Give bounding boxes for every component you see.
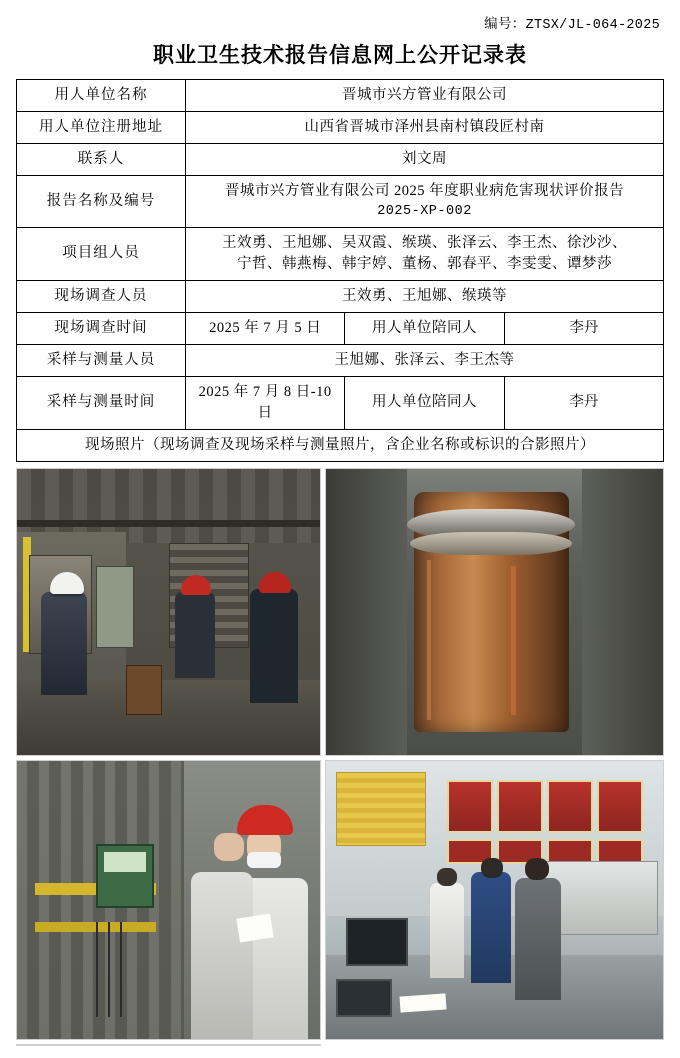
row-label-company-name: 用人单位名称	[17, 80, 186, 112]
monitor-icon-1	[346, 918, 408, 966]
wooden-chair	[126, 665, 162, 715]
row-value-registered-address: 山西省晋城市泽州县南村镇段匠村南	[186, 112, 664, 144]
row-value-sampling-time: 2025 年 7 月 8 日-10 日	[186, 376, 345, 429]
worker-red-helmet-body-1	[175, 592, 215, 678]
rust-streak-1	[427, 560, 431, 720]
person-gray-uniform	[515, 878, 561, 1000]
measuring-instrument	[96, 844, 154, 908]
tripod-legs	[108, 922, 110, 1017]
row-label-sampling-time: 采样与测量时间	[17, 376, 186, 429]
row-value-company-name: 晋城市兴方管业有限公司	[186, 80, 664, 112]
ceiling-beam	[17, 520, 320, 527]
table-row	[17, 376, 664, 429]
project-team-line-2: 宁哲、韩燕梅、韩宇婷、董杨、郭春平、李雯雯、谭梦莎	[237, 255, 612, 272]
monitor-icon-2	[336, 979, 392, 1017]
table-row	[17, 80, 664, 112]
photo-field-measurement	[16, 760, 321, 1040]
page-title: 职业卫生技术报告信息网上公开记录表	[153, 43, 527, 67]
paper-documents	[400, 993, 447, 1012]
control-panel	[96, 566, 134, 648]
window-blind	[336, 772, 426, 846]
table-row	[17, 429, 664, 461]
row-label-project-team: 项目组人员	[17, 227, 186, 280]
table-row	[17, 144, 664, 176]
row-value-report-name-code	[186, 176, 664, 228]
report-code-line: 2025-XP-002	[377, 204, 472, 220]
photo-office-interview	[325, 760, 664, 1040]
certificate-row-upper	[447, 780, 642, 833]
rust-streak-2	[511, 566, 516, 715]
person-blue-uniform-head	[481, 858, 503, 878]
inspector-coat-left	[191, 872, 253, 1039]
background-right	[582, 469, 663, 755]
red-helmet-icon-2	[259, 572, 291, 593]
yellow-rail-2	[35, 922, 156, 932]
face-mask-icon	[247, 852, 281, 868]
row-label-survey-staff: 现场调查人员	[17, 280, 186, 312]
parked-car	[35, 1045, 95, 1046]
instrument-screen	[104, 852, 146, 872]
row-value-survey-staff: 王效勇、王旭娜、缑瑛等	[186, 280, 664, 312]
row-label-survey-escort: 用人单位陪同人	[345, 312, 504, 344]
row-label-registered-address: 用人单位注册地址	[17, 112, 186, 144]
table-row	[17, 112, 664, 144]
red-helmet-icon-3	[237, 805, 293, 835]
table-row	[17, 280, 664, 312]
row-label-survey-time: 现场调查时间	[17, 312, 186, 344]
project-team-line-1: 王效勇、王旭娜、吴双霞、缑瑛、张泽云、李王杰、徐沙沙、	[222, 234, 627, 251]
photo-workshop-survey	[16, 468, 321, 756]
table-row	[17, 312, 664, 344]
report-name-line: 晋城市兴方管业有限公司 2025 年度职业病危害现状评价报告	[224, 183, 625, 200]
row-value-sampling-escort: 李丹	[504, 376, 663, 429]
record-table	[16, 79, 664, 462]
photo-grid	[16, 468, 664, 1046]
table-row	[17, 176, 664, 228]
cylinder-rim-lower	[410, 532, 572, 555]
office-building	[23, 1045, 164, 1046]
row-value-contact-person: 刘文周	[186, 144, 664, 176]
table-row	[17, 344, 664, 376]
person-blue-uniform	[471, 872, 511, 983]
background-left	[326, 469, 407, 755]
photos-section-header: 现场照片（现场调查及现场采样与测量照片，含企业名称或标识的合影照片）	[17, 429, 664, 461]
person-gray-uniform-head	[525, 858, 549, 880]
photo-group-outdoor	[16, 1044, 321, 1046]
row-label-sampling-escort: 用人单位陪同人	[345, 376, 504, 429]
person-white-coat	[430, 883, 464, 978]
worker-red-helmet-body-2	[250, 589, 298, 703]
row-label-contact-person: 联系人	[17, 144, 186, 176]
worker-white-helmet-body	[41, 592, 87, 695]
row-label-sampling-staff: 采样与测量人员	[17, 344, 186, 376]
inspector-head-left	[214, 833, 244, 861]
document-code: 编号：ZTSX/JL-064-2025	[484, 18, 660, 33]
row-label-report-name-code: 报告名称及编号	[17, 176, 186, 228]
photo-equipment-closeup	[325, 468, 664, 756]
table-row	[17, 227, 664, 280]
row-value-sampling-staff: 王旭娜、张泽云、李王杰等	[186, 344, 664, 376]
row-value-project-team	[186, 227, 664, 280]
row-value-survey-time: 2025 年 7 月 5 日	[186, 312, 345, 344]
row-value-survey-escort: 李丹	[504, 312, 663, 344]
person-white-coat-head	[437, 868, 457, 886]
